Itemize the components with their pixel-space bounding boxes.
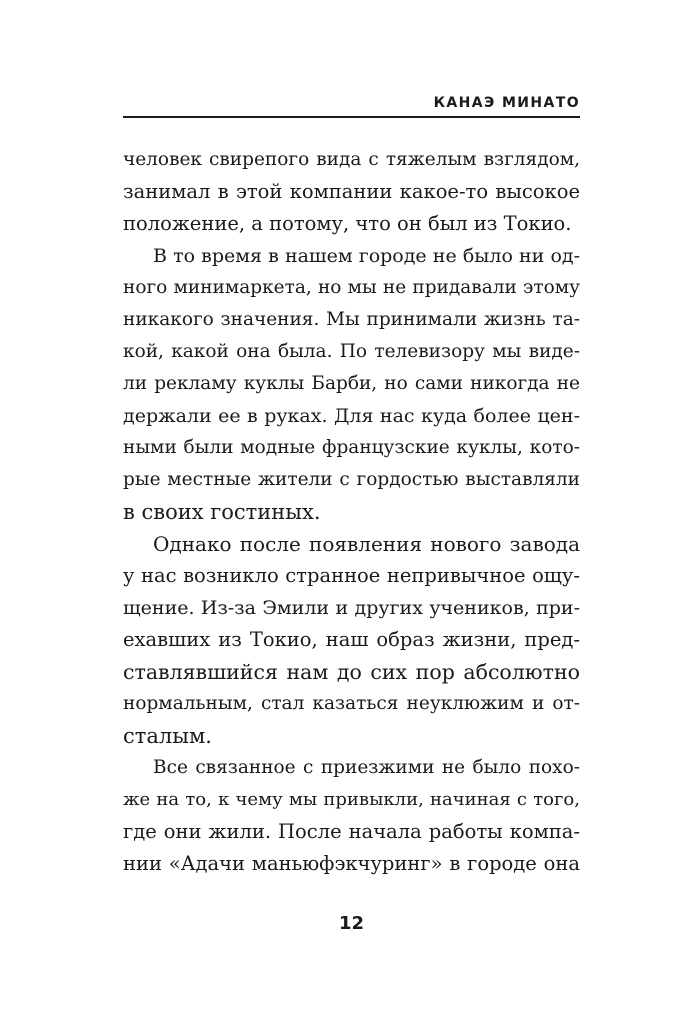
text-line: никакого значения. Мы принимали жизнь та-	[123, 309, 580, 330]
text-line: ного минимаркета, но мы не придавали этому	[123, 277, 580, 298]
text-line: нормальным, стал казаться неуклюжим и от-	[123, 693, 580, 714]
header-rule	[123, 116, 580, 118]
text-line: Все связанное с приезжими не было похо-	[153, 757, 580, 778]
text-line: ли рекламу куклы Барби, но сами никогда не	[123, 373, 580, 394]
text-line: у нас возникло странное непривычное ощу-	[123, 564, 580, 587]
running-header-author: КАНАЭ МИНАТО	[433, 95, 580, 111]
text-line: положение, а потому, что он был из Токио.	[123, 212, 572, 235]
text-line: человек свирепого вида с тяжелым взглядом,	[123, 149, 580, 170]
page-number: 12	[338, 913, 365, 934]
text-line: кой, какой она была. По телевизору мы виде-	[123, 341, 580, 362]
text-line: сталым.	[123, 724, 212, 748]
text-line: щение. Из-за Эмили и других учеников, при-	[123, 597, 580, 619]
text-line: занимал в этой компании какое-то высокое	[123, 180, 580, 203]
text-line: же на то, к чему мы привыкли, начиная с того,	[123, 789, 580, 810]
text-line: держали ее в руках. Для нас куда более цен-	[123, 405, 580, 427]
text-line: рые местные жители с гордостью выставляли	[123, 469, 580, 490]
text-line: нии «Адачи маньюфэкчуринг» в городе она	[123, 852, 580, 875]
text-line: где они жили. После начала работы компа-	[123, 820, 580, 843]
text-line: ехавших из Токио, наш образ жизни, пред-	[123, 628, 580, 651]
text-line: Однако после появления нового завода	[153, 532, 580, 556]
text-line: ставлявшийся нам до сих пор абсолютно	[123, 660, 580, 684]
text-line: ными были модные французские куклы, кото-	[123, 437, 580, 458]
text-line: в своих гостиных.	[123, 500, 321, 524]
text-line: В то время в нашем городе не было ни од-	[153, 245, 580, 267]
